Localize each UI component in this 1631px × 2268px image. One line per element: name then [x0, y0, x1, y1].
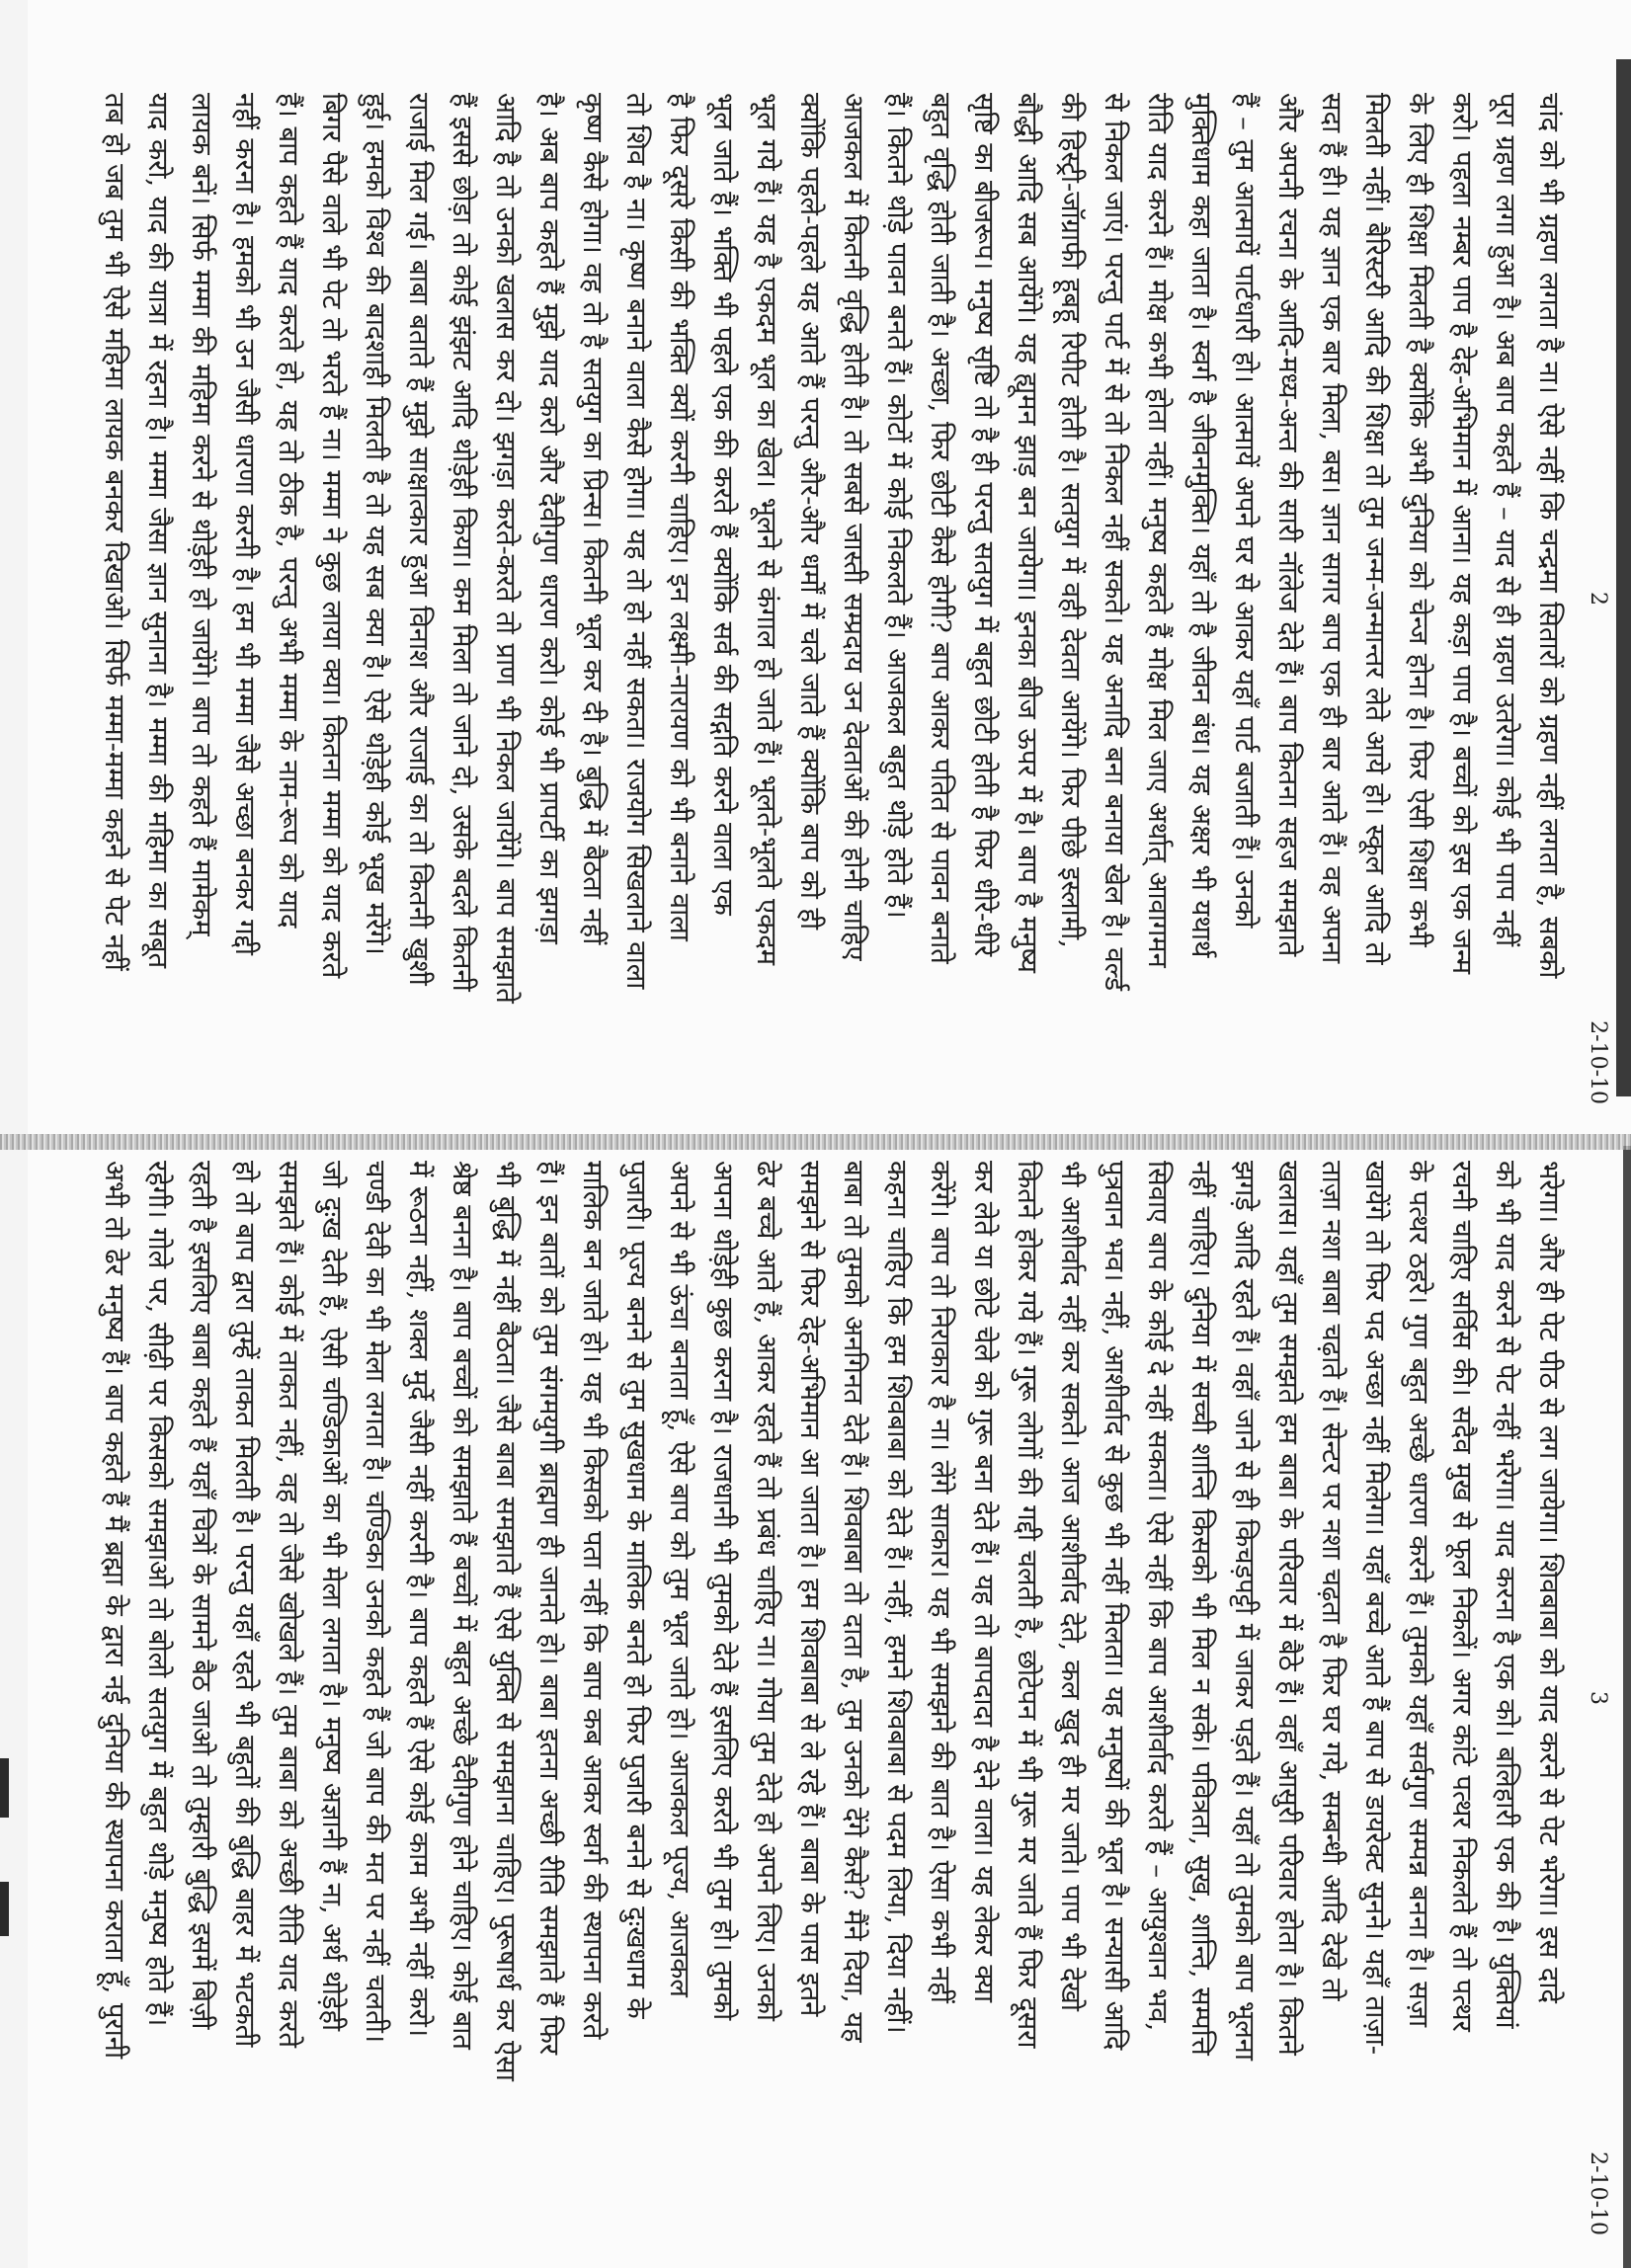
- text-line: आदि है तो उनको खलास कर दो। झगड़ा करते-करते तो प्राण भी निकल जायेंगे। बाप समझाते: [490, 93, 522, 1004]
- page-3: [49, 1161, 1610, 2235]
- text-line: भी आशीर्वाद नहीं कर सकते। आज आशीर्वाद देते, कल खुद ही मर जाते। पाप भी देखो: [1055, 1161, 1087, 2011]
- text-line: रचनी चाहिए सर्विस की। सदैव मुख से फूल निकलें। अगर कांटे पत्थर निकलते हैं तो पत्थर: [1446, 1161, 1478, 2032]
- page-date: 2-10-10: [1586, 2151, 1610, 2235]
- text-line: के पत्थर ठहरे। गुण बहुत अच्छे धारण करने हैं। तुमको यहाँ सर्वगुण सम्पन्न बनना है। सज़ा: [1403, 1161, 1434, 2028]
- text-line: हो तो बाप द्वारा तुम्हें ताकत मिलती है। परन्तु यहाँ रहते भी बहुतों की बुद्धि बाहर में भटकती: [229, 1161, 261, 2048]
- page-body: [93, 93, 1571, 1104]
- text-line: है। अब बाप कहते हैं मुझे याद करो और दैवीगुण धारण करो। कोई भी प्रापर्टी का झगड़ा: [533, 93, 565, 944]
- text-line: जो दुःख देती हैं, ऐसी चण्डिकाओं का भी मेला लगता है। मनुष्य अज्ञानी हैं ना, अर्थ थोड़ेही: [316, 1161, 348, 2031]
- text-line: तब हो जब तुम भी ऐसे महिमा लायक बनकर दिखाओ। सिर्फ मम्मा-मम्मा कहने से पेट नहीं: [99, 93, 130, 971]
- text-line: मिलती नहीं। बैरिस्टरी आदि की शिक्षा तो तुम जन्म-जन्मान्तर लेते आये हो। स्कूल आदि तो: [1359, 93, 1391, 965]
- text-line: की हिस्ट्री-जॉग्राफी हूबहू रिपीट होती है। सतयुग में वही देवता आयेंगे। फिर पीछे इस्लामी,: [1055, 93, 1087, 948]
- text-line: अभी तो ढेर मनुष्य हैं। बाप कहते हैं मैं ब्रह्मा के द्वारा नई दुनिया की स्थापना कराता हूँ, पुरानी: [99, 1161, 130, 2059]
- text-line: [49, 1161, 93, 2235]
- text-line: कहना चाहिए कि हम शिवबाबा को देते हैं। नहीं, हमने शिवबाबा से पदम लिया, दिया नहीं।: [881, 1161, 913, 2034]
- text-line: खायेंगे तो फिर पद अच्छा नहीं मिलेगा। यहाँ बच्चे आते हैं बाप से डायरेक्ट सुनने। यहाँ ताज़ा-: [1359, 1161, 1391, 2055]
- text-line: मालिक बन जाते हो। यह भी किसको पता नहीं कि बाप कब आकर स्वर्ग की स्थापना करते: [577, 1161, 609, 2040]
- text-line: ढेर बच्चे आते हैं, आकर रहते हैं तो प्रबंध चाहिए ना। गोया तुम देते हो अपने लिए। उनको: [751, 1161, 782, 2021]
- text-line: कितने होकर गये हैं। गुरू लोगों की गद्दी चलती है, छोटेपन में भी गुरू मर जाते हैं फिर दूसरा: [1012, 1161, 1043, 2049]
- text-line: भरेगा। और ही पेट पीठ से लग जायेगा। शिवबाबा को याद करने से पेट भरेगा। इस दादे: [1533, 1161, 1565, 2003]
- text-line: को भी याद करने से पेट नहीं भरेगा। याद करना है एक को। बलिहारी एक की है। युक्तियां: [1490, 1161, 1521, 2029]
- text-line: अपने से भी ऊंचा बनाता हूँ, ऐसे बाप को तुम भूल जाते हो। आजकल पूज्य, आजकल: [664, 1161, 695, 1997]
- text-line: हैं – तुम आत्मायें पार्टधारी हो। आत्मायें अपने घर से आकर यहाँ पार्ट बजाती हैं। उनको: [1229, 93, 1261, 929]
- page-number: 2: [1586, 592, 1610, 606]
- page-date: 2-10-10: [1586, 1020, 1610, 1104]
- text-line: भूल गये हैं। यह है एकदम भूल का खेल। भूलने से कंगाल हो जाते हैं। भूलते-भूलते एकदम: [751, 93, 782, 965]
- text-line: भी बुद्धि में नहीं बैठता। जैसे बाबा समझाते हैं ऐसे युक्ति से समझाना चाहिए। पुरूषार्थ कर ऐसा: [490, 1161, 522, 2081]
- scan-edge-shadow-bottom: [1623, 1146, 1631, 2268]
- text-line: में रूठना नहीं, शक्ल मुर्दे जैसी नहीं करनी है। बाप कहते हैं ऐसे कोई काम अभी नहीं करो।: [403, 1161, 435, 2038]
- scan-edge-shadow-top: [1616, 59, 1631, 1096]
- text-line: के लिए ही शिक्षा मिलती है क्योंकि अभी दुनिया को चेन्ज होना है। फिर ऐसी शिक्षा कभी: [1403, 93, 1434, 947]
- text-line: चांद को भी ग्रहण लगता है ना। ऐसे नहीं कि चन्द्रमा सितारों को ग्रहण नहीं लगता है, सबको: [1533, 93, 1565, 979]
- text-line: कृष्ण कैसे होगा। वह तो है सतयुग का प्रिन्स। कितनी भूल कर दी है। बुद्धि में बैठता नहीं: [577, 93, 609, 945]
- page-body: [49, 1161, 1571, 2235]
- text-line: हैं। बाप कहते हैं याद करते हो, यह तो ठीक है, परन्तु अभी मम्मा के नाम-रूप को याद: [273, 93, 304, 929]
- page-number: 3: [1586, 1691, 1610, 1705]
- text-line: रीति याद करने हैं। मोक्ष कभी होता नहीं। मनुष्य कहते हैं मोक्ष मिल जाए अर्थात् आवागमन: [1142, 93, 1174, 968]
- text-line: सिवाए बाप के कोई दे नहीं सकता। ऐसे नहीं कि बाप आशीर्वाद करते हैं – आयुश्वान भव,: [1142, 1161, 1174, 2032]
- text-line: बाबा तो तुमको अनगिनत देते हैं। शिवबाबा तो दाता है, तुम उनको देंगे कैसे? मैंने दिया, यह: [838, 1161, 869, 2043]
- text-line: आजकल में कितनी वृद्धि होती है। तो सबसे जास्ती सम्प्रदाय उन देवताओं की होनी चाहिए: [838, 93, 869, 961]
- text-line: है फिर दूसरे किसी की भक्ति क्यों करनी चाहिए। इन लक्ष्मी-नारायण को भी बनाने वाला: [664, 93, 695, 941]
- text-line: सृष्टि का बीजरूप। मनुष्य सृष्टि तो है ही परन्तु सतयुग में बहुत छोटी होती है फिर धीरे-धीरे: [968, 93, 1000, 957]
- text-line: बिगर पैसे वाले भी पेट तो भरते हैं ना। मम्मा ने कुछ लाया क्या। कितना मम्मा को याद करते: [316, 93, 348, 979]
- text-line: सदा हैं ही। यह ज्ञान एक बार मिला, बस। ज्ञान सागर बाप एक ही बार आते हैं। वह अपना: [1316, 93, 1347, 964]
- text-line: हैं इससे छोड़ा तो कोई झंझट आदि थोड़ेही किया। कम मिला तो जाने दो, उसके बदले कितनी: [447, 93, 478, 992]
- text-line: लायक बनें। सिर्फ मम्मा की महिमा करने से थोड़ेही हो जायेंगे। बाप तो कहते हैं मामेकम्: [186, 93, 217, 936]
- text-line: रहेगी। गोले पर, सीढ़ी पर किसको समझाओ तो बोलो सतयुग में बहुत थोड़े मनुष्य होते हैं।: [142, 1161, 174, 2027]
- text-line: बौद्धी आदि सब आयेंगे। यह ह्यूमन झाड़ बन जायेगा। इनका बीज ऊपर में है। बाप है मनुष्य: [1012, 93, 1043, 973]
- text-line: समझने से फिर देह-अभिमान आ जाता है। हम शिवबाबा से ले रहे हैं। बाबा के पास इतने: [794, 1161, 826, 2017]
- text-line: चण्डी देवी का भी मेला लगता है। चण्डिका उनको कहते हैं जो बाप की मत पर नहीं चलती।: [360, 1161, 391, 2044]
- text-line: और अपनी रचना के आदि-मध्य-अन्त की सारी नॉलेज देते हैं। बाप कितना सहज समझाते: [1272, 93, 1304, 957]
- page-2: [49, 93, 1610, 1104]
- text-line: समझते हैं। कोई में ताकत नहीं, वह तो जैसे खोखले हैं। तुम बाबा को अच्छी रीति याद करते: [273, 1161, 304, 2048]
- text-line: अपना थोड़ेही कुछ करना है। राजधानी भी तुमको देते हैं इसलिए करते भी तुम हो। तुमको: [707, 1161, 739, 2021]
- text-line: रहती है इसलिए बाबा कहते हैं यहाँ चित्रों के सामने बैठ जाओ तो तुम्हारी बुद्धि इसमें बिज़ी: [186, 1161, 217, 2030]
- page-header: [1571, 93, 1610, 1104]
- text-line: खलास। यहाँ तुम समझते हम बाबा के परिवार में बैठे हैं। वहाँ आसुरी परिवार होता है। कितने: [1272, 1161, 1304, 2056]
- page-fold-line: [0, 1134, 1631, 1150]
- text-line: से निकल जाएं। परन्तु पार्ट में से तो निकल नहीं सकते। यह अनादि बना बनाया खेल है। वर्ल्ड: [1099, 93, 1130, 991]
- page-header: [1571, 1161, 1610, 2235]
- text-line: पुजारी। पूज्य बनने से तुम सुखधाम के मालिक बनते हो फिर पुजारी बनने से दुःखधाम के: [620, 1161, 652, 2019]
- text-line: श्रेष्ठ बनना है। बाप बच्चों को समझाते हैं बच्चों में बहुत अच्छे दैवीगुण होने चाहिए। कोई बात: [447, 1161, 478, 2050]
- text-line: करेंगे। बाप तो निराकार है ना। लेंगे साकार। यह भी समझने की बात है। ऐसा कभी नहीं: [925, 1161, 956, 2003]
- text-line: राजाई मिल गई। बाबा बताते हैं मुझे साक्षात्कार हुआ विनाश और राजाई का तो कितनी खुशी: [403, 93, 435, 986]
- text-line: कर लेते या छोटे चेले को गुरू बना देते हैं। यह तो बापदादा है देने वाला। यह लेकर क्या: [968, 1161, 1000, 2003]
- text-line: नहीं करना है। हमको भी उन जैसी धारणा करनी है। हम भी मम्मा जैसे अच्छा बनकर गद्दी: [229, 93, 261, 955]
- text-line: क्योंकि पहले-पहले यह आते हैं परन्तु और-और धर्मों में चले जाते हैं क्योंकि बाप को ही: [794, 93, 826, 931]
- text-line: ताज़ा नशा बाबा चढ़ाते हैं। सेन्टर पर नशा चढ़ता है फिर घर गये, सम्बन्धी आदि देखे तो: [1316, 1161, 1347, 2001]
- text-line: तो शिव है ना। कृष्ण बनाने वाला कैसे होगा। यह तो हो नहीं सकता। राजयोग सिखलाने वाला: [620, 93, 652, 990]
- text-line: भूल जाते हैं। भक्ति भी पहले एक की करते हैं क्योंकि सर्व की सद्गति करने वाला एक: [707, 93, 739, 916]
- binding-mark: [0, 1758, 9, 1818]
- text-line: करो। पहला नम्बर पाप है देह-अभिमान में आना। यह कड़ा पाप है। बच्चों को इस एक जन्म: [1446, 93, 1478, 974]
- text-line: नहीं चाहिए। दुनिया में सच्ची शान्ति किसको भी मिल न सके। पवित्रता, सुख, शान्ति, सम्पत्ति: [1185, 1161, 1217, 2056]
- binding-mark: [0, 1882, 9, 1936]
- text-line: हैं। इन बातों को तुम संगमयुगी ब्राह्मण ही जानते हो। बाबा इतना अच्छी रीति समझाते हैं फिर: [533, 1161, 565, 2055]
- text-line: पुत्रवान भव। नहीं, आशीर्वाद से कुछ भी नहीं मिलता। यह मनुष्यों की भूल है। सन्यासी आदि: [1099, 1161, 1130, 2051]
- text-line: पूरा ग्रहण लगा हुआ है। अब बाप कहते हैं – याद से ही ग्रहण उतरेगा। कोई भी पाप नहीं: [1490, 93, 1521, 947]
- text-line: याद करो, याद की यात्रा में रहना है। मम्मा जैसा ज्ञान सुनाना है। मम्मा की महिमा का सबूत: [142, 93, 174, 969]
- text-line: हुई। हमको विश्व की बादशाही मिलती है तो यह सब क्या है। ऐसे थोड़ेही कोई भूख मरेंगे।: [360, 93, 391, 955]
- text-line: झगड़े आदि रहते हैं। वहाँ जाने से ही किचड़पट्टी में जाकर पड़ते हैं। यहाँ तो तुमको बाप भूलना: [1229, 1161, 1261, 2061]
- text-line: बहुत वृद्धि होती जाती है। अच्छा, फिर छोटी कैसे होगी? बाप आकर पतित से पावन बनाते: [925, 93, 956, 964]
- text-line: हैं। कितने थोड़े पावन बनते हैं। कोटों में कोई निकलते हैं। आजकल बहुत थोड़े होते हैं।: [881, 93, 913, 919]
- text-line: मुक्तिधाम कहा जाता है। स्वर्ग है जीवनमुक्ति। यहाँ तो है जीवन बंध। यह अक्षर भी यथार्थ: [1185, 93, 1217, 958]
